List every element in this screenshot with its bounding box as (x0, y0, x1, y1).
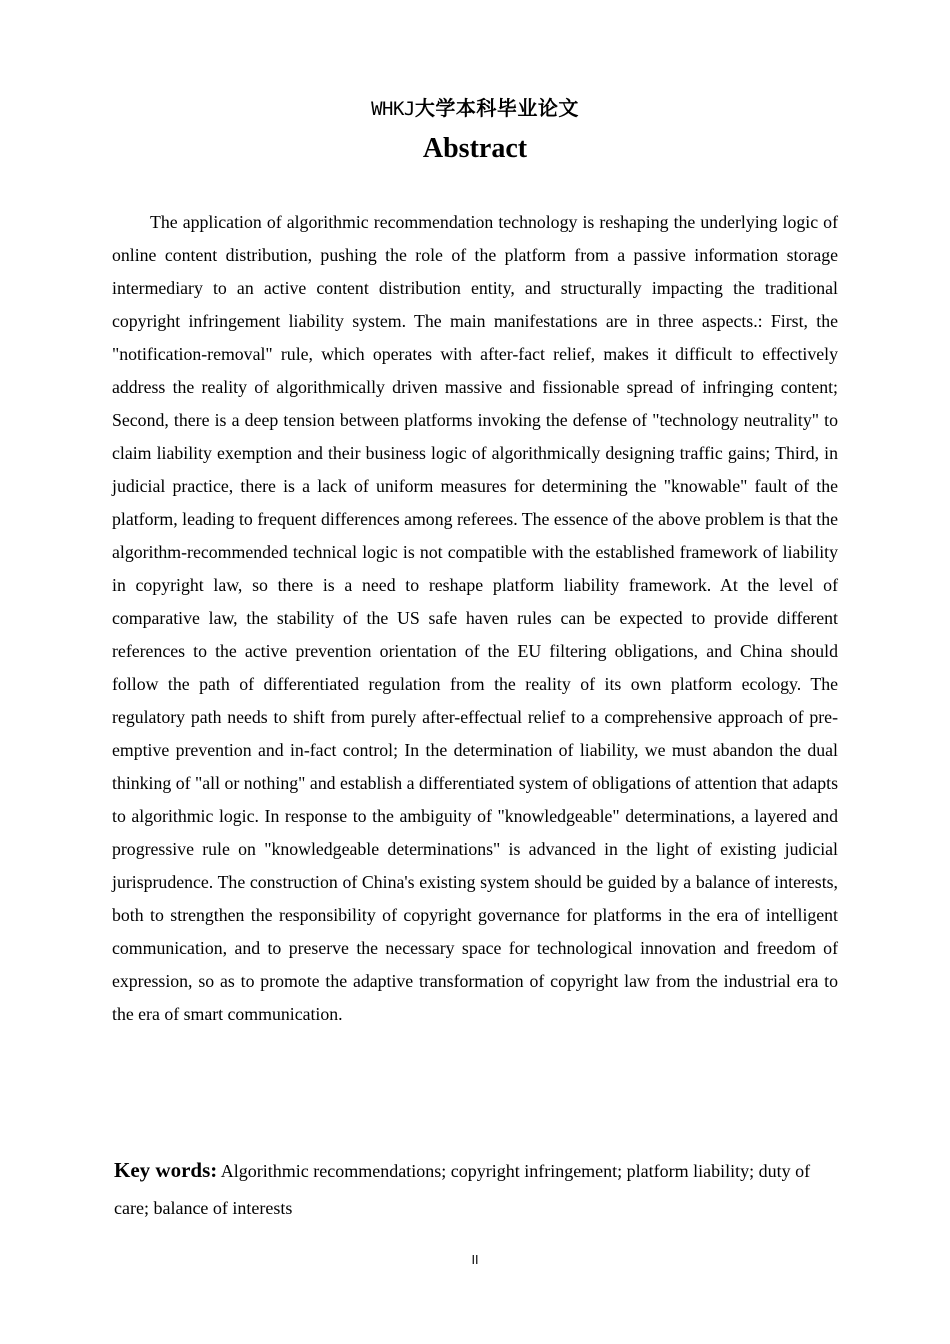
keywords-block (114, 1152, 838, 1227)
page-title: Abstract (422, 133, 528, 164)
keywords-text: Algorithmic recommendations; copyright infringement; platform liability; duty of care; balance of interests (114, 1161, 811, 1218)
page-number: II (471, 1253, 479, 1267)
keywords-label: Key words: (114, 1158, 218, 1182)
running-header (0, 96, 950, 121)
abstract-paragraph: The application of algorithmic recommendation technology is reshaping the underlying logic of online content distribution, pushing the role of the platform from a passive information storage intermediary to an active content distribution entity, and structurally impacting the traditional copyright infringement liability system. The main manifestations are in three aspects.: First, the "notification-removal" rule, which operates with after-fact relief, makes it difficult to effectively address the reality of algorithmically driven massive and fissionable spread of infringing content; Second, there is a deep tension between platforms invoking the defense of "technology neutrality" to claim liability exemption and their business logic of algorithmically designing traffic gains; Third, in judicial practice, there is a lack of uniform measures for determining the "knowable" fault of the platform, leading to frequent differences among referees. The essence of the above problem is that the algorithm-recommended technical logic is not compatible with the established framework of liability in copyright law, so there is a need to reshape platform liability framework. At the level of comparative law, the stability of the US safe haven rules can be expected to provide different references to the active prevention orientation of the EU filtering obligations, and China should follow the path of differentiated regulation from the reality of its own platform ecology. The regulatory path needs to shift from purely after-effectual relief to a comprehensive approach of pre-emptive prevention and in-fact control; In the determination of liability, we must abandon the dual thinking of "all or nothing" and establish a differentiated system of obligations of attention that adapts to algorithmic logic. In response to the ambiguity of "knowledgeable" determinations, a layered and progressive rule on "knowledgeable determinations" is advanced in the light of existing judicial jurisprudence. The construction of China's existing system should be guided by a balance of interests, both to strengthen the responsibility of copyright governance for platforms in the era of intelligent communication, and to preserve the necessary space for technological innovation and freedom of expression, so as to promote the adaptive transformation of copyright law from the industrial era to the era of smart communication. (112, 212, 838, 1024)
header-institution-code: WHKJ (371, 98, 415, 120)
header-thesis-label: 大学本科毕业论文 (414, 96, 579, 120)
